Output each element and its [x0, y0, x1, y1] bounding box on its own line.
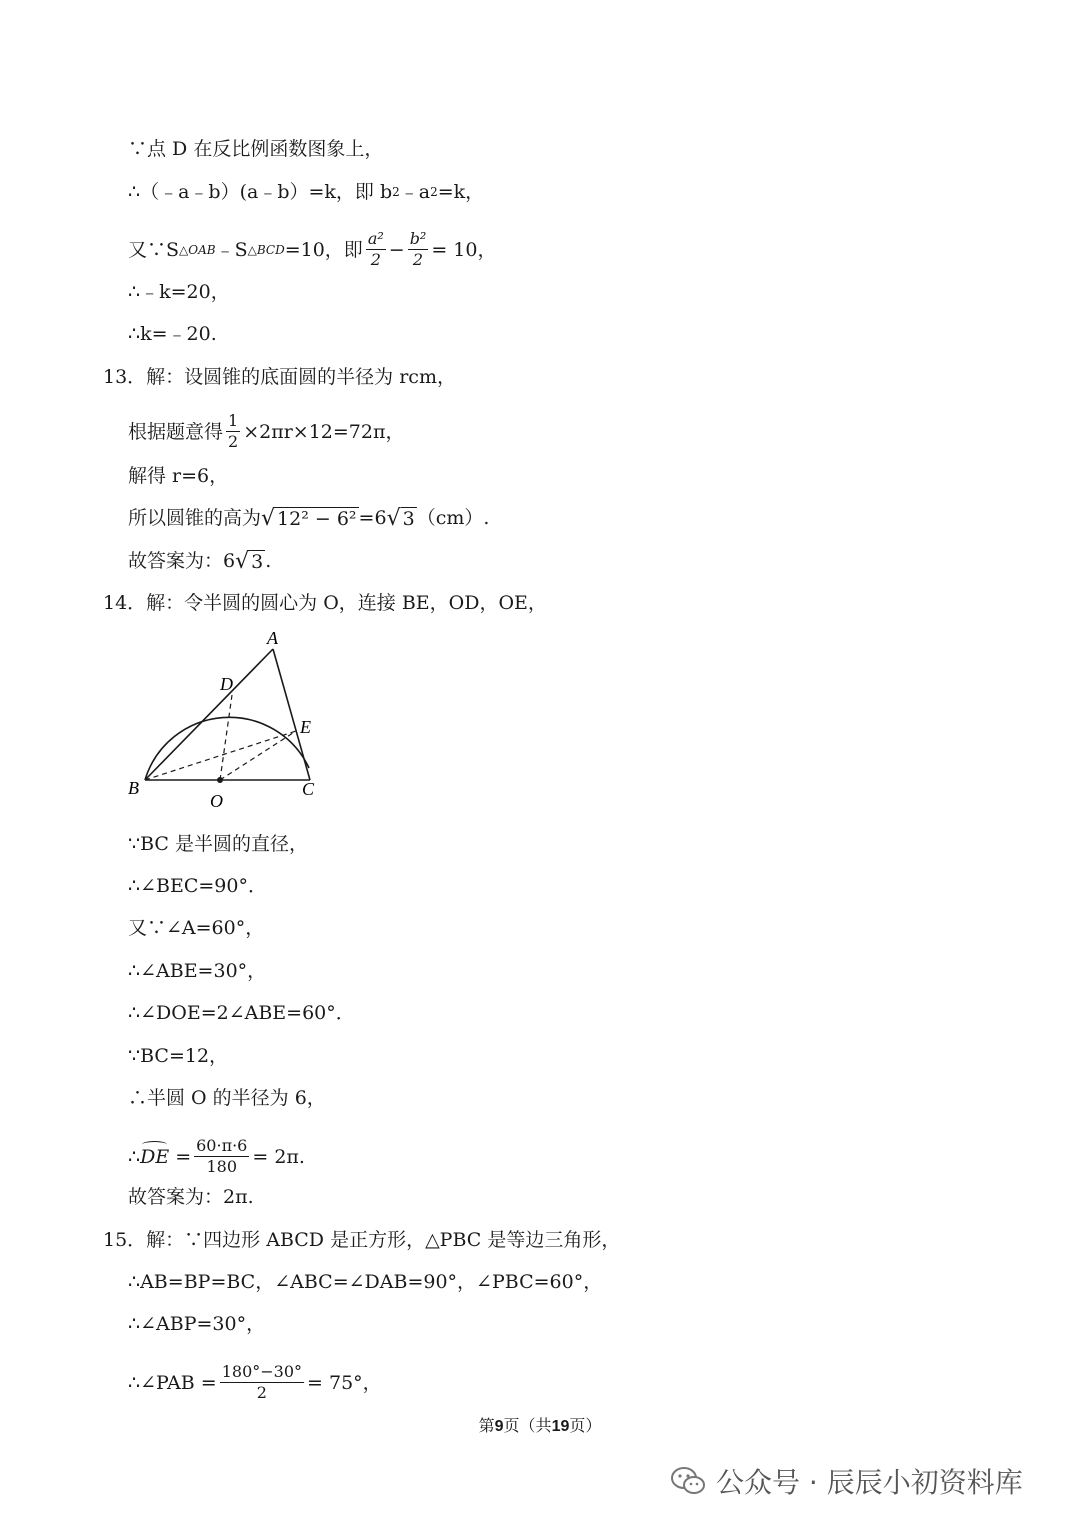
fraction — [408, 229, 429, 270]
text-line — [128, 1136, 305, 1177]
text-line: ∴半圆 O 的半径为 6， — [128, 1087, 326, 1109]
fraction-denominator: 2 — [370, 250, 381, 269]
square-root — [235, 550, 265, 573]
fraction-denominator: 2 — [256, 1383, 267, 1402]
text-fragment: = 2π. — [252, 1145, 305, 1168]
fraction-numerator: 180°−30° — [221, 1362, 303, 1381]
semicircle-arc — [145, 717, 309, 780]
text-line: 解得 r=6， — [128, 465, 229, 487]
text-fragment: . — [265, 550, 272, 572]
fraction-denominator: 2 — [412, 250, 424, 269]
label-b: B — [128, 778, 139, 798]
geometry-figure — [120, 630, 340, 815]
problem-heading: 14．解：令半圆的圆心为 O，连接 BE，OD，OE， — [103, 592, 547, 614]
footer-text: 第 — [478, 1416, 495, 1435]
arc-symbol: DE — [140, 1145, 170, 1168]
fraction-denominator: 180 — [206, 1157, 238, 1176]
square-root — [387, 507, 417, 530]
label-c: C — [302, 779, 315, 799]
fraction — [220, 1362, 304, 1403]
page-footer — [0, 1415, 1080, 1438]
text-fragment: 根据题意得 — [128, 420, 224, 443]
label-e: E — [300, 717, 311, 737]
text-fragment: ∴（﹣a﹣b）(a﹣b）=k，即 b — [128, 181, 393, 203]
text-fragment: 所以圆锥的高为 — [128, 507, 262, 529]
text-line — [128, 505, 489, 531]
text-line: ∵BC 是半圆的直径， — [128, 833, 308, 855]
watermark — [670, 1461, 1023, 1501]
text-line: ∴∠BEC=90°． — [128, 875, 267, 897]
problem-heading: 13．解：设圆锥的底面圆的半径为 rcm， — [103, 366, 456, 388]
radicand: 3 — [251, 550, 264, 573]
text-fragment: （cm）. — [416, 507, 490, 529]
fraction — [194, 1136, 249, 1177]
fraction — [226, 411, 240, 452]
text-fragment: =6 — [358, 507, 387, 529]
text-fragment: ﹣a — [399, 181, 431, 203]
text-line: ∴（﹣a﹣b）(a﹣b）=k，即 b 2 ﹣a 2 =k， — [128, 181, 485, 203]
fraction-numerator: 60·π·6 — [196, 1136, 248, 1155]
text-line: ∵点 D 在反比例函数图象上， — [128, 138, 384, 160]
radical-sign-icon: √ — [235, 548, 250, 574]
watermark-text: 公众号 · 辰辰小初资料库 — [716, 1466, 1023, 1499]
text-line: ∵BC=12， — [128, 1045, 229, 1067]
text-fragment: ×2πr×12=72π， — [243, 420, 405, 443]
page-total: 19 — [551, 1418, 570, 1435]
text-line: 又∵∠A=60°， — [128, 917, 265, 939]
minus-sign: − — [388, 238, 405, 261]
text-line: 故答案为：2π. — [128, 1186, 254, 1208]
text-line: ∴AB=BP=BC，∠ABC=∠DAB=90°，∠PBC=60°， — [128, 1271, 603, 1293]
radical-sign-icon: √ — [386, 505, 401, 531]
text-line: ∴∠ABP=30°， — [128, 1313, 266, 1335]
center-point-o — [217, 777, 223, 783]
text-fragment: 故答案为：6 — [128, 550, 236, 572]
fraction-numerator: 1 — [228, 411, 239, 430]
fraction-numerator: a² — [367, 229, 384, 248]
text-fragment: = 10， — [431, 238, 497, 261]
text-fragment: ∴ — [128, 1145, 141, 1168]
label-d: D — [220, 674, 233, 694]
text-line: ∴﹣k=20， — [128, 281, 230, 303]
text-fragment: ﹣S — [215, 238, 248, 261]
text-fragment: 又∵S — [128, 238, 180, 261]
label-a: A — [267, 630, 278, 648]
fraction-numerator: b² — [409, 229, 427, 248]
label-o: O — [210, 791, 223, 811]
fraction — [366, 229, 386, 270]
text-line — [128, 548, 271, 574]
text-fragment: = — [175, 1145, 192, 1168]
text-line — [128, 1362, 382, 1403]
text-line: ∴k=﹣20. — [128, 323, 217, 345]
segment-be-dashed — [145, 731, 296, 780]
text-fragment: = 75°， — [307, 1371, 382, 1394]
text-line: 又∵S △OAB ﹣S △BCD =10，即 $\frac{\text{a²}}{2}$ − $\frac{\text{b²}}{2}$ = 10， — [128, 229, 497, 269]
square-root — [261, 507, 359, 530]
segment-od-dashed — [220, 695, 232, 780]
wechat-icon — [670, 1466, 706, 1496]
text-fragment: =10，即 — [284, 238, 363, 261]
radical-sign-icon: √ — [261, 505, 276, 531]
problem-heading: 15．解：∵四边形 ABCD 是正方形，△PBC 是等边三角形， — [103, 1229, 621, 1251]
radicand: 12² − 6² — [277, 507, 357, 530]
text-line: ∴∠ABE=30°， — [128, 960, 267, 982]
segment-oe-dashed — [220, 731, 296, 780]
segment-ac — [273, 649, 310, 780]
radicand: 3 — [402, 507, 415, 530]
footer-text: 页（共 — [503, 1416, 552, 1435]
text-line: ∴∠DOE=2∠ABE=60°． — [128, 1002, 355, 1024]
fraction-denominator: 2 — [228, 432, 239, 451]
footer-text: 页） — [569, 1416, 602, 1435]
text-line — [128, 411, 404, 452]
segment-ba — [145, 649, 273, 780]
text-fragment: ∴∠PAB = — [128, 1371, 217, 1394]
text-fragment: =k， — [437, 181, 485, 203]
page-number: 9 — [494, 1418, 504, 1435]
